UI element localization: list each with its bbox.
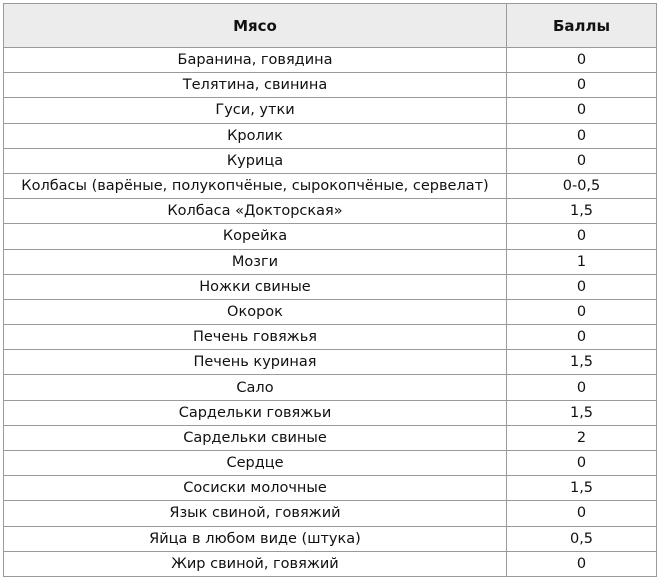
meat-cell: Язык свиной, говяжий [4, 501, 507, 526]
table-row [4, 173, 657, 198]
meat-cell: Яйца в любом виде (штука) [4, 526, 507, 551]
header-points: Баллы [507, 4, 657, 48]
meat-cell: Ножки свиные [4, 274, 507, 299]
points-cell: 0 [507, 148, 657, 173]
table-row [4, 501, 657, 526]
points-cell: 0 [507, 224, 657, 249]
header-row [4, 4, 657, 48]
meat-cell: Мозги [4, 249, 507, 274]
points-cell: 0 [507, 325, 657, 350]
meat-cell: Корейка [4, 224, 507, 249]
points-cell: 0 [507, 48, 657, 73]
points-cell: 0 [507, 451, 657, 476]
table-row [4, 123, 657, 148]
points-cell: 0 [507, 123, 657, 148]
meat-cell: Колбаса «Докторская» [4, 199, 507, 224]
table-row [4, 476, 657, 501]
points-cell: 0 [507, 299, 657, 324]
meat-cell: Окорок [4, 299, 507, 324]
meat-cell: Печень говяжья [4, 325, 507, 350]
points-cell: 0 [507, 375, 657, 400]
points-cell: 0 [507, 98, 657, 123]
table-row [4, 224, 657, 249]
table-row [4, 148, 657, 173]
meat-cell: Курица [4, 148, 507, 173]
points-cell: 1,5 [507, 476, 657, 501]
meat-cell: Колбасы (варёные, полукопчёные, сырокопчёные, сервелат) [4, 173, 507, 198]
points-cell: 0 [507, 73, 657, 98]
points-cell: 0 [507, 274, 657, 299]
table-row [4, 400, 657, 425]
points-cell: 0 [507, 501, 657, 526]
table-body [4, 48, 657, 577]
meat-cell: Сердце [4, 451, 507, 476]
table-row [4, 526, 657, 551]
table-row [4, 274, 657, 299]
meat-cell: Печень куриная [4, 350, 507, 375]
table-row [4, 375, 657, 400]
table-row [4, 249, 657, 274]
table-row [4, 73, 657, 98]
points-cell: 2 [507, 425, 657, 450]
table-row [4, 48, 657, 73]
meat-cell: Гуси, утки [4, 98, 507, 123]
table-row [4, 299, 657, 324]
points-cell: 1 [507, 249, 657, 274]
meat-cell: Сало [4, 375, 507, 400]
points-cell: 1,5 [507, 350, 657, 375]
meat-points-table-container [3, 3, 656, 577]
table-row [4, 350, 657, 375]
meat-cell: Кролик [4, 123, 507, 148]
table-row [4, 199, 657, 224]
meat-cell: Телятина, свинина [4, 73, 507, 98]
meat-cell: Баранина, говядина [4, 48, 507, 73]
meat-cell: Сардельки свиные [4, 425, 507, 450]
header-meat: Мясо [4, 4, 507, 48]
points-cell: 1,5 [507, 400, 657, 425]
meat-cell: Сосиски молочные [4, 476, 507, 501]
table-row [4, 425, 657, 450]
table-row [4, 325, 657, 350]
table-header [4, 4, 657, 48]
table-row [4, 551, 657, 576]
meat-cell: Жир свиной, говяжий [4, 551, 507, 576]
points-cell: 0 [507, 551, 657, 576]
table-row [4, 451, 657, 476]
points-cell: 0-0,5 [507, 173, 657, 198]
table-row [4, 98, 657, 123]
points-cell: 1,5 [507, 199, 657, 224]
points-cell: 0,5 [507, 526, 657, 551]
meat-cell: Сардельки говяжьи [4, 400, 507, 425]
meat-points-table [3, 3, 657, 577]
